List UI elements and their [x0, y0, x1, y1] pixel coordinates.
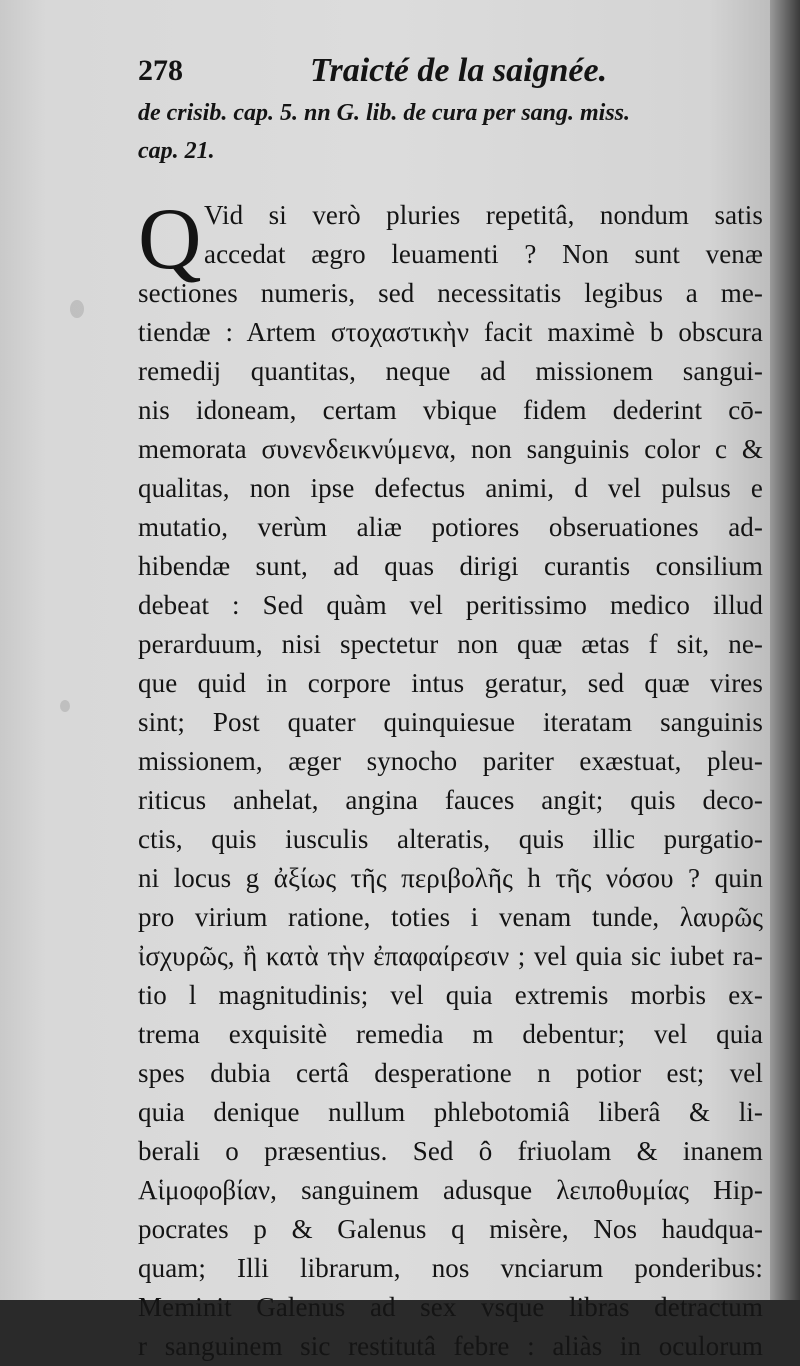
page-header: [138, 52, 758, 96]
ink-smudge: [60, 700, 70, 712]
text-line: Αἱμοφοβίαν, sanguinem adusque λειποθυμίας Hip-: [138, 1175, 763, 1205]
text-line: ctis, quis iusculis alteratis, quis illic purgatio-: [138, 824, 763, 854]
text-line: quia denique nullum phlebotomiâ liberâ & li-: [138, 1097, 763, 1127]
page-edge-shadow: [770, 0, 800, 1300]
text-line: memorata συνενδεικνύμενα, non sanguinis color c &: [138, 434, 763, 464]
text-line: ni locus g ἀξίως τῆς περιβολῆς h τῆς νόσου ? quin: [138, 863, 763, 893]
text-line: pocrates p & Galenus q misère, Nos haudqua-: [138, 1214, 763, 1244]
text-line: berali o præsentius. Sed ô friuolam & inanem: [138, 1136, 763, 1166]
reference-line-2: cap. 21.: [138, 138, 215, 164]
body-text: [138, 191, 763, 1366]
page-number: 278: [138, 54, 183, 87]
text-line: pro virium ratione, toties i venam tunde, λαυρῶς: [138, 902, 763, 932]
text-line: missionem, æger synocho pariter exæstuat, pleu-: [138, 746, 763, 776]
text-line: Vid si verò pluries repetitâ, nondum satis: [204, 200, 763, 230]
text-line: tio l magnitudinis; vel quia extremis morbis ex-: [138, 980, 763, 1010]
running-title: Traicté de la saignée.: [310, 52, 608, 89]
text-line: sint; Post quater quinquiesue iteratam sanguinis: [138, 707, 763, 737]
text-line: mutatio, verùm aliæ potiores obseruationes ad-: [138, 512, 763, 542]
text-line: que quid in corpore intus geratur, sed quæ vires: [138, 668, 763, 698]
first-line-block: [138, 191, 763, 288]
drop-cap: Q: [138, 191, 202, 288]
text-line: debeat : Sed quàm vel peritissimo medico illud: [138, 590, 763, 620]
text-line: hibendæ sunt, ad quas dirigi curantis consilium: [138, 551, 763, 581]
text-line: r sanguinem sic restitutâ febre : aliàs in oculorum: [138, 1331, 763, 1361]
text-line: trema exquisitè remedia m debentur; vel quia: [138, 1019, 763, 1049]
text-line: qualitas, non ipse defectus animi, d vel pulsus e: [138, 473, 763, 503]
text-line: quam; Illi librarum, nos vnciarum ponderibus:: [138, 1253, 763, 1283]
ink-smudge: [70, 300, 84, 318]
text-line: remedij quantitas, neque ad missionem sangui-: [138, 356, 763, 386]
text-line: sectiones numeris, sed necessitatis legibus a me-: [138, 278, 763, 308]
text-line: Meminit Galenus ad sex vsque libras detractum: [138, 1292, 763, 1322]
text-line: riticus anhelat, angina fauces angit; quis deco-: [138, 785, 763, 815]
text-line: spes dubia certâ desperatione n potior est; vel: [138, 1058, 763, 1088]
text-line: perarduum, nisi spectetur non quæ ætas f sit, ne-: [138, 629, 763, 659]
text-line: nis idoneam, certam vbique fidem dederint cō-: [138, 395, 763, 425]
text-line: accedat ægro leuamenti ? Non sunt venæ: [204, 239, 763, 269]
text-line: ἰσχυρῶς, ἢ κατὰ τὴν ἐπαφαίρεσιν ; vel quia sic iubet ra-: [138, 941, 763, 971]
text-line: tiendæ : Artem στοχαστικὴν facit maximè b obscura: [138, 317, 763, 347]
reference-line-1: de crisib. cap. 5. nn G. lib. de cura per sang. miss.: [138, 100, 631, 126]
